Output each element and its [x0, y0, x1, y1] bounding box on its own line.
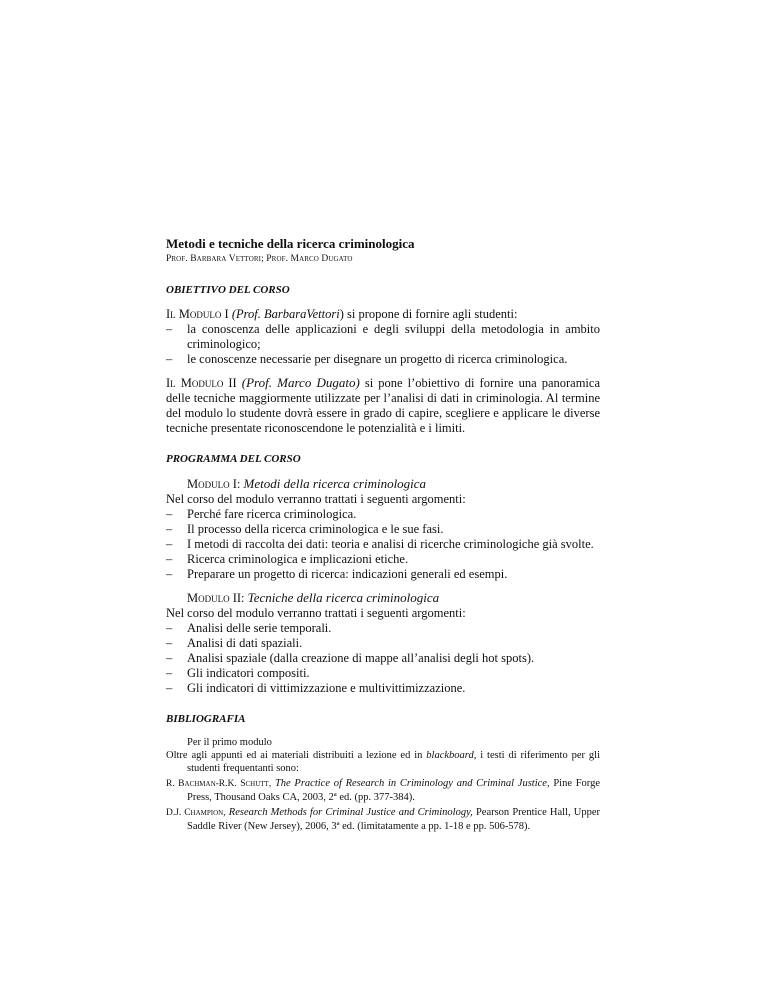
reference-details: Pine Forge Press, Thousand Oaks CA, 2003, 2ª ed. (pp. 377-384).	[187, 778, 601, 803]
bibliography-intro-platform: blackboard	[426, 750, 474, 761]
list-item: – Ricerca criminologica e implicazioni etiche.	[166, 552, 600, 567]
program-module1-heading	[166, 476, 600, 492]
reference-authors: D.J. Champion,	[166, 808, 226, 818]
module2-label: Il Modulo II	[166, 376, 237, 390]
module1-professor: (Prof. BarbaraVettori	[231, 307, 340, 321]
section-heading-programma: PROGRAMMA DEL CORSO	[166, 453, 301, 465]
reference-title: Research Methods for Criminal Justice and Criminology,	[228, 807, 473, 818]
list-item: – le conoscenze necessarie per disegnare un progetto di ricerca criminologica.	[166, 352, 600, 367]
course-authors: Prof. Barbara Vettori; Prof. Marco Dugato	[166, 254, 353, 264]
program-module1-label: Modulo I:	[187, 477, 241, 491]
section-heading-bibliografia: BIBLIOGRAFIA	[166, 713, 246, 725]
program-module2-intro: Nel corso del modulo verranno trattati i seguenti argomenti:	[166, 606, 466, 620]
module2-objective-paragraph	[166, 375, 600, 436]
list-item: – I metodi di raccolta dei dati: teoria e analisi di ricerche criminologiche già svolte.	[166, 537, 600, 552]
list-item: – la conoscenza delle applicazioni e degli sviluppi della metodologia in ambito criminologico;	[166, 322, 600, 352]
program-module2-list	[166, 621, 600, 696]
module1-objective-list	[166, 322, 600, 367]
program-module2-title: Tecniche della ricerca criminologica	[247, 590, 440, 605]
section-heading-obiettivo: OBIETTIVO DEL CORSO	[166, 284, 290, 296]
list-item: – Perché fare ricerca criminologica.	[166, 507, 600, 522]
module1-objective-intro	[166, 307, 600, 322]
program-module1-title: Metodi della ricerca criminologica	[243, 476, 427, 491]
list-item: – Gli indicatori compositi.	[166, 666, 600, 681]
program-module2-label: Modulo II:	[187, 591, 245, 605]
module1-objective-text: ) si propone di fornire agli studenti:	[339, 307, 518, 321]
course-title: Metodi e tecniche della ricerca criminologica	[166, 236, 415, 251]
list-item: – Gli indicatori di vittimizzazione e multivittimizzazione.	[166, 681, 600, 696]
reference-authors: R. Bachman-R.K. Schutt,	[166, 779, 272, 789]
program-module2-heading	[166, 590, 600, 606]
course-description	[166, 236, 600, 833]
reference-title: The Practice of Research in Criminology and Criminal Justice,	[274, 778, 550, 789]
module2-objective-text: si pone l’obiettivo di fornire una panoramica delle tecniche maggiormente utilizzate per l’analisi di dati in criminologia. Al termine del modulo lo studente dovrà essere in grado di capire, scegliere e applicare le diverse tecniche presentate riconoscendone le potenzialità e i limiti.	[166, 376, 600, 435]
list-item: – Il processo della ricerca criminologica e le sue fasi.	[166, 522, 600, 537]
list-item: – Analisi delle serie temporali.	[166, 621, 600, 636]
module1-label: Il Modulo I	[166, 307, 229, 321]
list-item: – Analisi di dati spaziali.	[166, 636, 600, 651]
program-module1-intro: Nel corso del modulo verranno trattati i seguenti argomenti:	[166, 492, 466, 506]
bibliography	[166, 736, 600, 833]
bibliography-intro-start: Oltre agli appunti ed ai materiali distribuiti a lezione ed in	[166, 750, 427, 761]
list-item: – Analisi spaziale (dalla creazione di mappe all’analisi degli hot spots).	[166, 651, 600, 666]
module2-professor: (Prof. Marco Dugato)	[241, 375, 360, 390]
bibliography-reference	[166, 806, 600, 833]
reference-details: Pearson Prentice Hall, Upper Saddle River (New Jersey), 2006, 3ª ed. (limitatamente a pp. 1-18 e pp. 506-578).	[187, 807, 600, 832]
bibliography-intro	[166, 749, 600, 775]
bibliography-intro-end: , i testi di riferimento per gli studenti frequentanti sono:	[187, 750, 600, 774]
list-item: – Preparare un progetto di ricerca: indicazioni generali ed esempi.	[166, 567, 600, 582]
bibliography-subheading: Per il primo modulo	[187, 737, 272, 748]
program-module1-list	[166, 507, 600, 582]
bibliography-reference	[166, 777, 600, 804]
